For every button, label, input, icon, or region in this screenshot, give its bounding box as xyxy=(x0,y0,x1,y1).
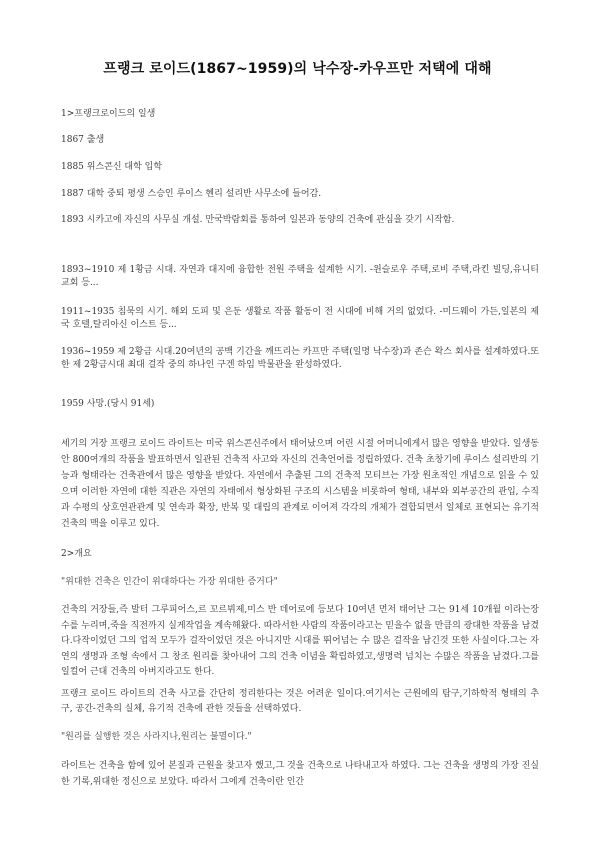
timeline-entry-1936-1959: 1936~1959 제 2황금 시대.20여년의 공백 기간을 깨뜨리는 카프만 주택(일명 낙수장)과 존슨 왁스 회사를 설계하였다.또한 제 2황금시대 최대 걸작 중의 하나인 구겐 하임 박물관을 완성하였다. xyxy=(61,347,539,370)
timeline-entry-1893-1910: 1893~1910 제 1황금 시대. 자연과 대지에 융합한 전원 주택을 설계한 시기. -윈슬로우 주택,로비 주택,라킨 빌딩,유니티 교회 등... xyxy=(61,265,539,288)
document-title: 프랭크 로이드(1867~1959)의 낙수장-카우프만 저택에 대해 xyxy=(103,61,492,77)
timeline-entry-1887: 1887 대학 중퇴 평생 스승인 루이스 헨리 설리반 사무소에 들어감. xyxy=(61,189,322,199)
timeline-entry-1959: 1959 사망.(당시 91세) xyxy=(61,399,155,409)
closing-paragraph: 라이트는 건축을 함에 있어 본질과 근원을 찾고자 했고,그 것을 건축으로 나타내고자 하였다. 그는 건축을 생명의 가장 진실한 기록,위대한 정신으로 보았다. 따라서 그에게 건축이란 인간 xyxy=(61,761,539,787)
quote-great-architecture: "위대한 건축은 인간이 위대하다는 가장 위대한 증거다" xyxy=(61,577,278,587)
section-heading-overview: 2>개요 xyxy=(61,549,92,559)
timeline-entry-1867: 1867 출생 xyxy=(61,135,105,145)
overview-paragraph-2: 프랭크 로이드 라이트의 건축 사고를 간단히 정리한다는 것은 어려운 일이다.여기서는 근원에의 탐구,기하학적 형태의 추구, 공간-건축의 실체, 유기적 건축에 관한 것들을 선택하였다. xyxy=(61,689,539,714)
intro-paragraph: 세기의 거장 프랭크 로이드 라이트는 미국 위스콘신주에서 태어났으며 어린 시절 어머니에게서 많은 영향을 받았다. 일생동안 800여개의 작품을 발표하면서 일관된 건축적 사고와 자신의 건축언어를 정립하였다. 건축 초창기에 루이스 설리반의 기능과 형태라는 건축관에서 많은 영향을 받았다. 자연에서 추출된 그의 건축적 모티브는 가장 원초적인 개념으로 읽을 수 있으며 이러한 자연에 대한 직관은 자연의 자태에서 형상화된 구조의 시스템을 비롯하여 형태, 내부와 외부공간의 관입, 수직과 수평의 상호연관관계 및 연속과 확장, 반복 및 대립의 관계로 이어져 각각의 개체가 결합되면서 일체로 표현되는 유기적 건축의 맥을 이루고 있다. xyxy=(61,439,539,529)
timeline-entry-1911-1935: 1911~1935 침묵의 시기. 해외 도피 및 은둔 생활로 작품 활동이 전 시대에 비해 거의 없었다. -미드웨이 가든,일본의 제국 호텔,탈리아신 이스트 등... xyxy=(61,307,539,330)
overview-paragraph: 건축의 거장들,즉 발터 그루피어스,르 꼬르뷔제,미스 반 데어로에 등보다 10여년 먼저 태어난 그는 91세 10개월 이라는장수를 누리며,죽을 직전까지 실게작업을 계속해왔다. 따라서한 사람의 작품이라고는 믿을수 없을 만큼의 광대한 작품을 남겼다.다작이었던 그의 업적 모두가 걸작이었던 것은 아니지만 시대를 뛰어넘는 수 많은 걸작을 남긴것 또한 사실이다.그는 자연의 생명과 조형 속에서 그 창조 원리를 찾아내어 그의 건축 이념을 확립하였고,생명력 넘치는 수많은 작품을 남겼다.그를 일컬어 근대 건축의 아버지라고도 한다. xyxy=(61,605,539,677)
quote-principle: "원리를 실행한 것은 사라지나,원리는 불멸이다." xyxy=(61,732,252,742)
section-heading-life: 1>프랭크로이드의 일생 xyxy=(61,109,156,119)
timeline-entry-1885: 1885 위스콘신 대학 입학 xyxy=(61,162,163,172)
timeline-entry-1893: 1893 시카고에 자신의 사무실 개설. 만국박람회를 통하여 일본과 동양의 건축에 관심을 갖기 시작함. xyxy=(61,215,455,225)
